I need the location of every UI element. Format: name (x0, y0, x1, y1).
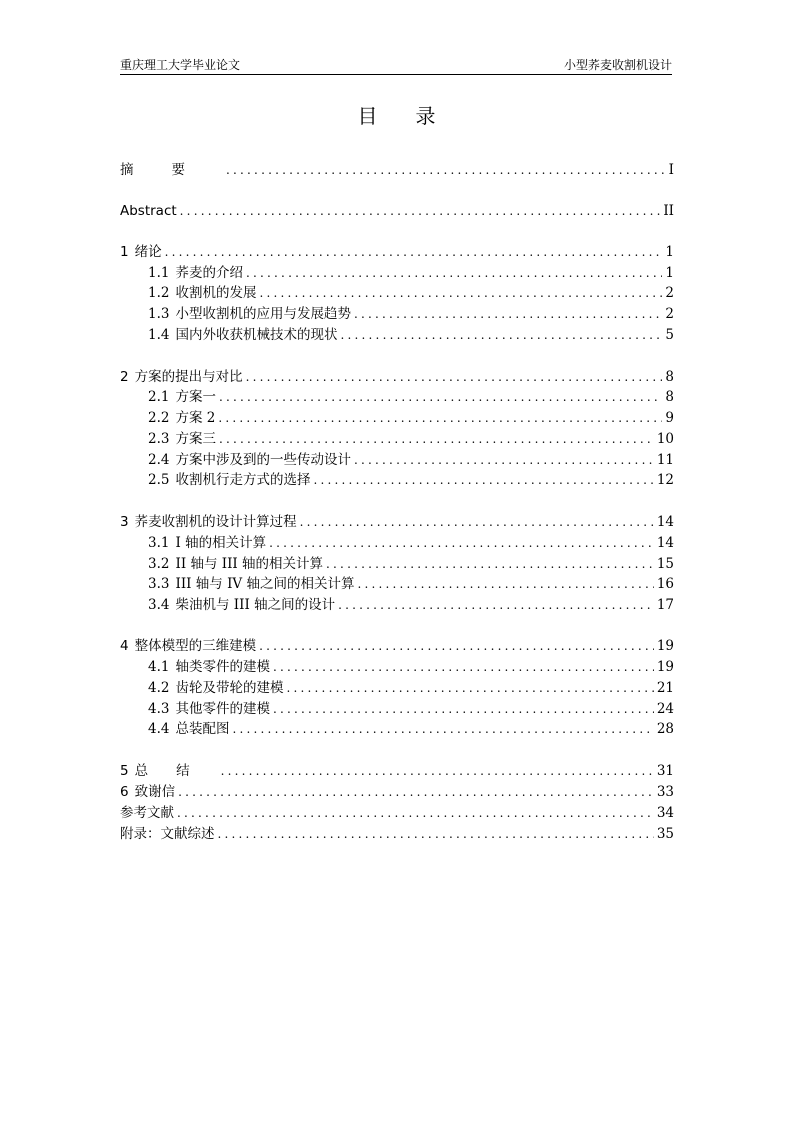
toc-entry-number: 5 (120, 763, 129, 779)
toc-entry-abstract-cn[interactable] (120, 161, 674, 179)
toc-entry-label: 整体模型的三维建模 (134, 638, 257, 654)
toc-entry-page: 2 (665, 306, 674, 322)
toc-entry-number: 1 (120, 244, 129, 260)
toc-entry-page: 5 (665, 327, 674, 343)
toc-leader-dots (273, 700, 654, 718)
toc-entry-label: 方案中涉及到的一些传动设计 (175, 452, 351, 468)
toc-entry-1-2[interactable] (148, 284, 674, 302)
toc-entry-page: 15 (656, 556, 674, 572)
toc-entry-number: 3.1 (148, 535, 170, 551)
toc-entry-label: 荞麦的介绍 (175, 265, 243, 281)
toc-entry-page: 1 (665, 265, 674, 281)
toc-entry-label: 附录：文献综述 (120, 826, 215, 842)
toc-entry-number: 3 (120, 514, 129, 530)
toc-entry-number: 1.3 (148, 306, 170, 322)
toc-entry-page: I (668, 162, 674, 178)
toc-entry-number: 4.1 (148, 659, 170, 675)
toc-entry-number: 2.5 (148, 472, 170, 488)
toc-entry-page: 17 (656, 597, 674, 613)
toc-entry-page: 24 (656, 701, 674, 717)
toc-entry-2-2[interactable] (148, 409, 674, 427)
toc-leader-dots (313, 471, 653, 489)
toc-entry-number: 2.4 (148, 452, 170, 468)
toc-entry-label: 收割机行走方式的选择 (175, 472, 311, 488)
toc-entry-label: Abstract (120, 203, 177, 219)
toc-entry-page: II (663, 203, 674, 219)
toc-entry-number: 2.2 (148, 410, 170, 426)
toc-entry-1-1[interactable] (148, 264, 674, 282)
toc-leader-dots (286, 679, 653, 697)
toc-entry-4-3[interactable] (148, 700, 674, 718)
toc-entry-page: 8 (665, 369, 674, 385)
toc-leader-dots (259, 637, 654, 655)
toc-entry-page: 1 (665, 244, 674, 260)
toc-entry-number: 3.2 (148, 556, 170, 572)
toc-entry-1-3[interactable] (148, 305, 674, 323)
toc-entry-label: 收割机的发展 (175, 285, 257, 301)
toc-entry-page: 19 (656, 638, 674, 654)
toc-entry-2-4[interactable] (148, 451, 674, 469)
toc-leader-dots (338, 596, 654, 614)
toc-entry-label: 参考文献 (120, 805, 174, 821)
toc-leader-dots (177, 804, 654, 822)
toc-leader-dots (246, 264, 662, 282)
toc-leader-dots (226, 161, 666, 179)
toc-leader-dots (300, 513, 654, 531)
toc-entry-label: 柴油机与 III 轴之间的设计 (175, 597, 336, 613)
toc-leader-dots (218, 409, 662, 427)
toc-entry-chapter-1[interactable] (120, 243, 674, 261)
toc-leader-dots (357, 575, 653, 593)
toc-entry-number: 2.1 (148, 389, 170, 405)
toc-entry-references[interactable] (120, 804, 674, 822)
toc-entry-label: 致谢信 (134, 784, 176, 800)
toc-entry-chapter-3[interactable] (120, 513, 674, 531)
toc-leader-dots (269, 534, 654, 552)
toc-entry-label: 小型收割机的应用与发展趋势 (175, 306, 351, 322)
toc-entry-number: 6 (120, 784, 129, 800)
toc-entry-label: 方案 2 (175, 410, 216, 426)
toc-entry-label: 方案的提出与对比 (134, 369, 243, 385)
toc-entry-page: 34 (656, 805, 674, 821)
header-thesis-title: 小型荞麦收割机设计 (563, 58, 672, 72)
toc-entry-number: 4 (120, 638, 129, 654)
toc-leader-dots (259, 284, 662, 302)
toc-entry-chapter-6[interactable] (120, 783, 674, 801)
toc-entry-2-3[interactable] (148, 430, 674, 448)
toc-entry-abstract-en[interactable] (120, 202, 674, 220)
toc-leader-dots (326, 555, 654, 573)
toc-entry-page: 28 (656, 721, 674, 737)
toc-entry-label: 齿轮及带轮的建模 (175, 680, 284, 696)
toc-entry-page: 2 (665, 285, 674, 301)
toc-entry-page: 21 (656, 680, 674, 696)
toc-entry-number: 1.2 (148, 285, 170, 301)
toc-entry-page: 31 (656, 763, 674, 779)
toc-entry-page: 19 (656, 659, 674, 675)
toc-entry-label: 方案一 (175, 389, 216, 405)
toc-entry-page: 14 (656, 535, 674, 551)
toc-entry-1-4[interactable] (148, 326, 674, 344)
toc-leader-dots (219, 430, 654, 448)
toc-leader-dots (180, 202, 661, 220)
toc-entry-3-2[interactable] (148, 555, 674, 573)
toc-entry-4-4[interactable] (148, 720, 674, 738)
toc-entry-number: 3.3 (148, 576, 170, 592)
toc-leader-dots (178, 783, 654, 801)
toc-entry-4-1[interactable] (148, 658, 674, 676)
toc-entry-page: 12 (656, 472, 674, 488)
toc-entry-3-4[interactable] (148, 596, 674, 614)
toc-entry-number: 4.3 (148, 701, 170, 717)
toc-entry-label: 轴类零件的建模 (175, 659, 270, 675)
toc-entry-number: 4.4 (148, 721, 170, 737)
toc-entry-label: 绪论 (134, 244, 162, 260)
toc-leader-dots (340, 326, 662, 344)
toc-entry-page: 10 (656, 431, 674, 447)
toc-entry-2-1[interactable] (148, 388, 674, 406)
toc-entry-label: 总结 (134, 763, 218, 779)
toc-entry-page: 9 (665, 410, 674, 426)
toc-entry-label: 国内外收获机械技术的现状 (175, 327, 338, 343)
toc-entry-page: 33 (656, 784, 674, 800)
toc-leader-dots (354, 305, 662, 323)
toc-entry-number: 1.1 (148, 265, 170, 281)
toc-entry-label: II 轴与 III 轴的相关计算 (175, 556, 324, 572)
toc-leader-dots (354, 451, 654, 469)
toc-leader-dots (273, 658, 654, 676)
toc-entry-chapter-5[interactable] (120, 762, 674, 780)
toc-entry-page: 11 (656, 452, 674, 468)
page-header (120, 58, 672, 75)
toc-entry-page: 14 (656, 514, 674, 530)
toc-leader-dots (218, 825, 654, 843)
toc-leader-dots (232, 720, 653, 738)
toc-entry-3-3[interactable] (148, 575, 674, 593)
toc-leader-dots (219, 388, 662, 406)
toc-entry-number: 2 (120, 369, 129, 385)
toc-leader-dots (165, 243, 663, 261)
toc-entry-2-5[interactable] (148, 471, 674, 489)
toc-entry-label: 总装配图 (175, 721, 230, 737)
toc-entry-appendix[interactable] (120, 825, 674, 843)
toc-entry-number: 1.4 (148, 327, 170, 343)
toc-entry-number: 3.4 (148, 597, 170, 613)
toc-entry-4-2[interactable] (148, 679, 674, 697)
toc-entry-label: 其他零件的建模 (175, 701, 270, 717)
toc-entry-label: 荞麦收割机的设计计算过程 (134, 514, 297, 530)
toc-leader-dots (246, 368, 663, 386)
toc-entry-label: 方案三 (175, 431, 216, 447)
toc-entry-label: I 轴的相关计算 (175, 535, 267, 551)
toc-entry-label: 摘要 (120, 162, 223, 178)
toc-entry-number: 4.2 (148, 680, 170, 696)
toc-leader-dots (221, 762, 654, 780)
toc-entry-label: III 轴与 IV 轴之间的相关计算 (175, 576, 355, 592)
toc-entry-page: 35 (656, 826, 674, 842)
page-title: 目录 (357, 104, 474, 128)
header-school: 重庆理工大学毕业论文 (120, 58, 241, 72)
toc-entry-3-1[interactable] (148, 534, 674, 552)
toc-entry-chapter-4[interactable] (120, 637, 674, 655)
toc-entry-page: 8 (665, 389, 674, 405)
toc-entry-number: 2.3 (148, 431, 170, 447)
toc-entry-page: 16 (656, 576, 674, 592)
toc-entry-chapter-2[interactable] (120, 368, 674, 386)
